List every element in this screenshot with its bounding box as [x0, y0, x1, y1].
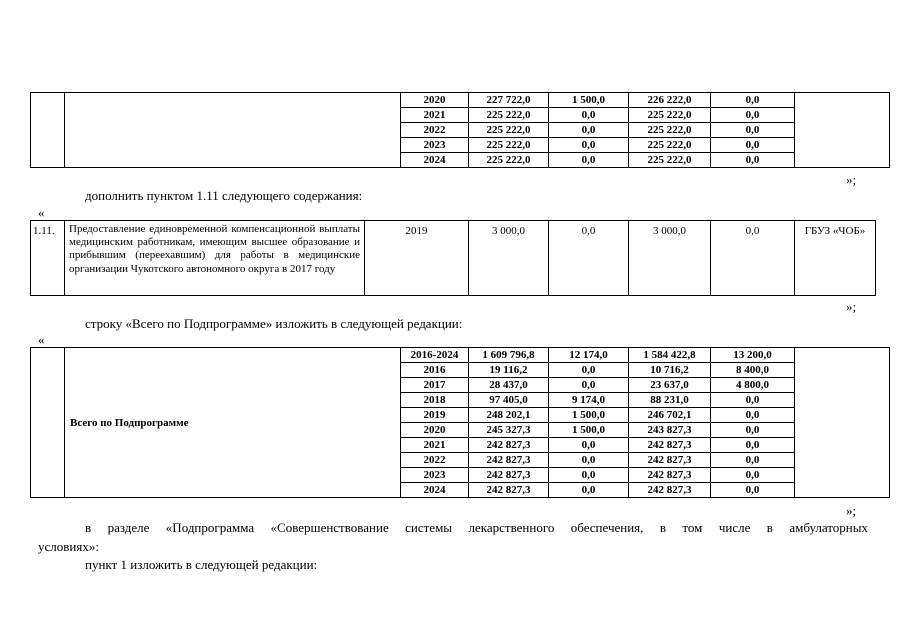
table-cell: 2023	[401, 468, 469, 483]
item-year: 2019	[365, 221, 469, 296]
table-cell: 225 222,0	[629, 123, 711, 138]
table-cell: 0,0	[711, 93, 795, 108]
paragraph-section-line1: в разделе «Подпрограмма «Совершенствование системы лекарственного обеспечения, в том числе в амбулаторных	[85, 520, 868, 535]
table-cell: 243 827,3	[629, 423, 711, 438]
table-cell: 10 716,2	[629, 363, 711, 378]
table-cell: 2021	[401, 438, 469, 453]
table-cell: 1 500,0	[549, 93, 629, 108]
table-cell: 246 702,1	[629, 408, 711, 423]
table-cell: 0,0	[549, 483, 629, 498]
table-cell: 2023	[401, 138, 469, 153]
table-cell: 0,0	[711, 438, 795, 453]
blank-col-executor	[795, 348, 890, 498]
paragraph-total-row: строку «Всего по Подпрограмме» изложить в следующей редакции:	[85, 316, 463, 331]
table-cell: 2022	[401, 123, 469, 138]
table-cell: 0,0	[549, 153, 629, 168]
table-cell: 0,0	[711, 453, 795, 468]
table-cell: 242 827,3	[629, 438, 711, 453]
table-cell: 2018	[401, 393, 469, 408]
table-item-1-11	[30, 220, 876, 296]
item-executor: ГБУЗ «ЧОБ»	[795, 221, 876, 296]
table-cell: 2024	[401, 153, 469, 168]
table-cell: 0,0	[711, 123, 795, 138]
table-cell: 1 609 796,8	[469, 348, 549, 363]
table-cell: 9 174,0	[549, 393, 629, 408]
blank-col-num	[31, 93, 65, 168]
table-cell: 0,0	[711, 423, 795, 438]
table-cell: 0,0	[711, 468, 795, 483]
paragraph-add-item: дополнить пунктом 1.11 следующего содержания:	[85, 188, 363, 203]
table-cell: 2016-2024	[401, 348, 469, 363]
open-quote-1: «	[38, 205, 45, 220]
table-cell: 242 827,3	[469, 468, 549, 483]
table-cell: 2022	[401, 453, 469, 468]
item-other: 0,0	[711, 221, 795, 296]
subprogram-total-label: Всего по Подпрограмме	[65, 348, 401, 498]
table-cell: 0,0	[549, 438, 629, 453]
table-cell: 0,0	[711, 393, 795, 408]
table-cell: 1 584 422,8	[629, 348, 711, 363]
blank-col-num	[31, 348, 65, 498]
table-cell: 2020	[401, 93, 469, 108]
table-cell: 19 116,2	[469, 363, 549, 378]
table-cell: 2017	[401, 378, 469, 393]
table-cell: 225 222,0	[469, 138, 549, 153]
item-name: Предоставление единовременной компенсационной выплаты медицинским работникам, имеющим высшее образование и прибывшим (переехавшим) для работы в медицинские организации Чукотского автономного округа в 2017 году	[65, 221, 365, 296]
table-cell: 248 202,1	[469, 408, 549, 423]
table-cell: 245 327,3	[469, 423, 549, 438]
table-cell: 0,0	[549, 138, 629, 153]
table-cell: 28 437,0	[469, 378, 549, 393]
table-cell: 225 222,0	[629, 138, 711, 153]
open-quote-2: «	[38, 332, 45, 347]
table-cell: 1 500,0	[549, 408, 629, 423]
table-cell: 2016	[401, 363, 469, 378]
table-cell: 0,0	[549, 123, 629, 138]
table-cell: 0,0	[549, 363, 629, 378]
table-cell: 2024	[401, 483, 469, 498]
table-cell: 242 827,3	[469, 438, 549, 453]
blank-col-executor	[795, 93, 890, 168]
table-cell: 0,0	[549, 468, 629, 483]
table-cell: 225 222,0	[629, 108, 711, 123]
table-cell: 225 222,0	[629, 153, 711, 168]
table-cell: 242 827,3	[629, 483, 711, 498]
table-cell: 242 827,3	[469, 453, 549, 468]
paragraph-item-1: пункт 1 изложить в следующей редакции:	[85, 557, 318, 572]
table-continuation	[30, 92, 890, 168]
table-cell: 4 800,0	[711, 378, 795, 393]
table-cell: 13 200,0	[711, 348, 795, 363]
table-cell: 226 222,0	[629, 93, 711, 108]
table-cell: 0,0	[711, 408, 795, 423]
table-row	[31, 93, 890, 108]
table-cell: 97 405,0	[469, 393, 549, 408]
close-quote-1: »;	[846, 172, 857, 187]
table-cell: 0,0	[549, 453, 629, 468]
table-cell: 242 827,3	[629, 468, 711, 483]
table-cell: 0,0	[549, 378, 629, 393]
paragraph-section-line2: условиях»:	[38, 539, 99, 554]
table-cell: 0,0	[711, 483, 795, 498]
table-cell: 88 231,0	[629, 393, 711, 408]
table-cell: 0,0	[711, 138, 795, 153]
table-cell: 0,0	[711, 153, 795, 168]
table-cell: 8 400,0	[711, 363, 795, 378]
table-cell: 0,0	[711, 108, 795, 123]
table-cell: 2021	[401, 108, 469, 123]
item-number: 1.11.	[31, 221, 65, 296]
item-total: 3 000,0	[469, 221, 549, 296]
table-cell: 2019	[401, 408, 469, 423]
table-subprogram-total	[30, 347, 890, 498]
table-cell: 23 637,0	[629, 378, 711, 393]
table-row	[31, 348, 890, 363]
close-quote-3: »;	[846, 503, 857, 518]
item-federal: 0,0	[549, 221, 629, 296]
blank-col-name	[65, 93, 401, 168]
table-cell: 0,0	[549, 108, 629, 123]
table-cell: 225 222,0	[469, 153, 549, 168]
table-cell: 1 500,0	[549, 423, 629, 438]
table-cell: 12 174,0	[549, 348, 629, 363]
table-cell: 225 222,0	[469, 123, 549, 138]
table-cell: 227 722,0	[469, 93, 549, 108]
table-cell: 242 827,3	[629, 453, 711, 468]
table-cell: 242 827,3	[469, 483, 549, 498]
item-regional: 3 000,0	[629, 221, 711, 296]
table-cell: 225 222,0	[469, 108, 549, 123]
close-quote-2: »;	[846, 299, 857, 314]
table-cell: 2020	[401, 423, 469, 438]
